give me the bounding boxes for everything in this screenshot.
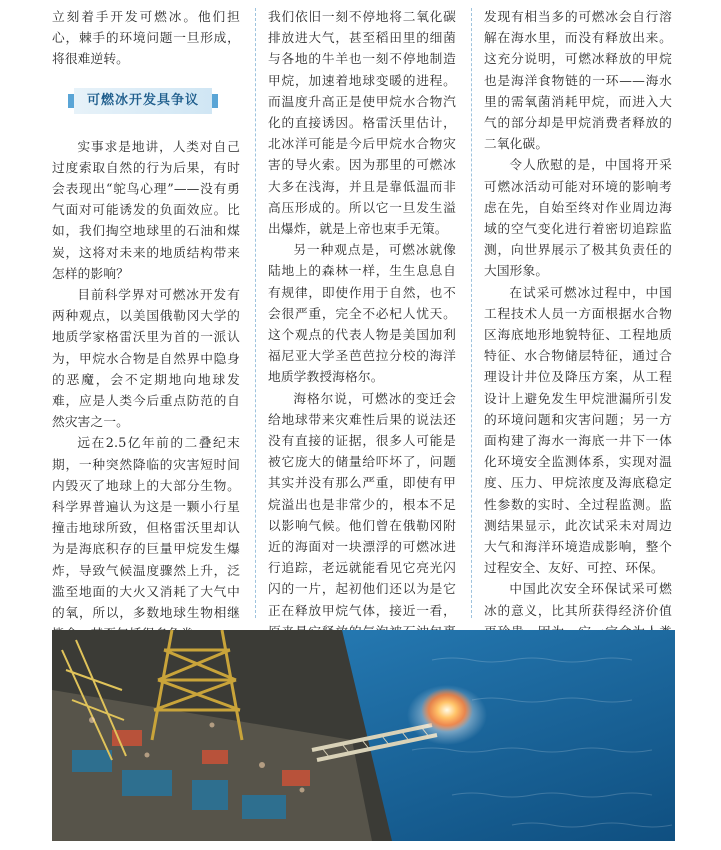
paragraph: 我们依旧一刻不停地将二氧化碳排放进大气，甚至稻田里的细菌与各地的牛羊也一刻不停地制造甲烷，加速着地球变暖的进程。而温度升高正是使甲烷水合物汽化的直接诱因。格雷沃里估计，北冰洋可能是今后甲烷水合物灾害的导火索。因为那里的可燃冰大多在浅海，并且是靠低温而非高压形成的。所以它一旦发生溢出爆炸，就是上帝也束手无策。	[268, 9, 456, 237]
paragraph: 远在2.5亿年前的二叠纪末期，一种突然降临的灾害短时间内毁灭了地球上的大部分生物。科学界普遍认为这是一颗小行星撞击地球所致，但格雷沃里却认为是海底积存的巨量甲烷发生爆炸，导致气候温度骤然上升，泛滥至地面的大火又消耗了大气中的氧，所以，多数地球生物相继	[52, 435, 240, 621]
section-heading: 可燃冰开发具争议	[74, 88, 212, 114]
paragraph: 另一种观点是，可燃冰就像陆地上的森林一样，生生息息自有规律，即使作用于自然，也不会很严重，完全不必杞人忧天。这个观点的代表人物是美国加利福尼亚大学圣芭芭拉分校的海洋地质学教授海格尔。	[268, 242, 456, 385]
paragraph: 实事求是地讲，人类对自己过度索取自然的行为后果，有时会表现出“鸵鸟心理”——没有勇气面对可能诱发的负面效应。比如，我们掏空地球里的石油和煤炭，这将对未来的地质结构带来怎样的影响？	[52, 138, 240, 281]
text-column-2	[268, 6, 456, 685]
text-column-3	[484, 6, 672, 685]
paragraph: 立刻着手开发可燃冰。他们担心，棘手的环境问题一旦形成，将很难逆转。	[52, 9, 240, 67]
paragraph: 海格尔说，可燃冰的变迁会给地球带来灾难性后果的说法还没有直接的证据，很多人可能是被它庞大的储量给吓坏了，问题其实并没有那么严重，即使有甲烷溢出也是非常少的，根本不足以影响气候。他们曾在俄勒冈附近的海面对一块漂浮的可燃冰进行追踪，老远就能看见它亮光闪闪的一片，起初他们还以为是它正在释放甲烷气体，接近一看，	[268, 390, 456, 618]
paragraph: 令人欣慰的是，中国将开采可燃冰活动可能对环境的影响考虑在先，自始至终对作业周边海域的空气变化进行着密切追踪监测，向世界展示了极其负责任的大国形象。	[484, 157, 672, 279]
column-divider	[255, 8, 256, 618]
column-divider	[471, 8, 472, 618]
flare-flame	[421, 688, 473, 732]
offshore-platform-photo	[52, 630, 675, 841]
text-column-1	[52, 6, 240, 708]
offshore-platform-illustration	[52, 630, 675, 841]
paragraph: 目前科学界对可燃冰开发有两种观点，以美国俄勒冈大学的地质学家格雷沃里为首的一派认为，甲烷水合物是自然界中隐身的恶魔，会不定期地向地球发难，应是人类今后重点防范的自然灾害之一。	[52, 287, 240, 430]
paragraph: 中国此次安全环保试采可燃冰的意义，比其所获得经济价值	[484, 581, 672, 618]
paragraph: 在试采可燃冰过程中，中国工程技术人员一方面根据水合物区海底地形地貌特征、工程地质特征、水合物储层特征，通过合理设计井位及降压方案，从工程设计上避免发生甲烷泄漏所引发的环境问题和灾害问题；另一方面构建了海水一海底一井下一体化环境安全监测体系，实现对温度、压力、甲烷浓度及海底稳定性参数的实时、全过程监测。监测结果显示，此次试采未对周边大气和海洋环境造成影响，整个过程安全、友好、可控、环保。	[484, 284, 672, 576]
section-heading-block	[52, 74, 240, 126]
paragraph: 发现有相当多的可燃冰会自行溶解在海水里，而没有释放出来。这充分说明，可燃冰释放的甲烷也是海洋食物链的一环——海水里的需氧菌消耗甲烷，而进入大气的部分却是甲烷消费者释放的二氧化碳。	[484, 9, 672, 152]
